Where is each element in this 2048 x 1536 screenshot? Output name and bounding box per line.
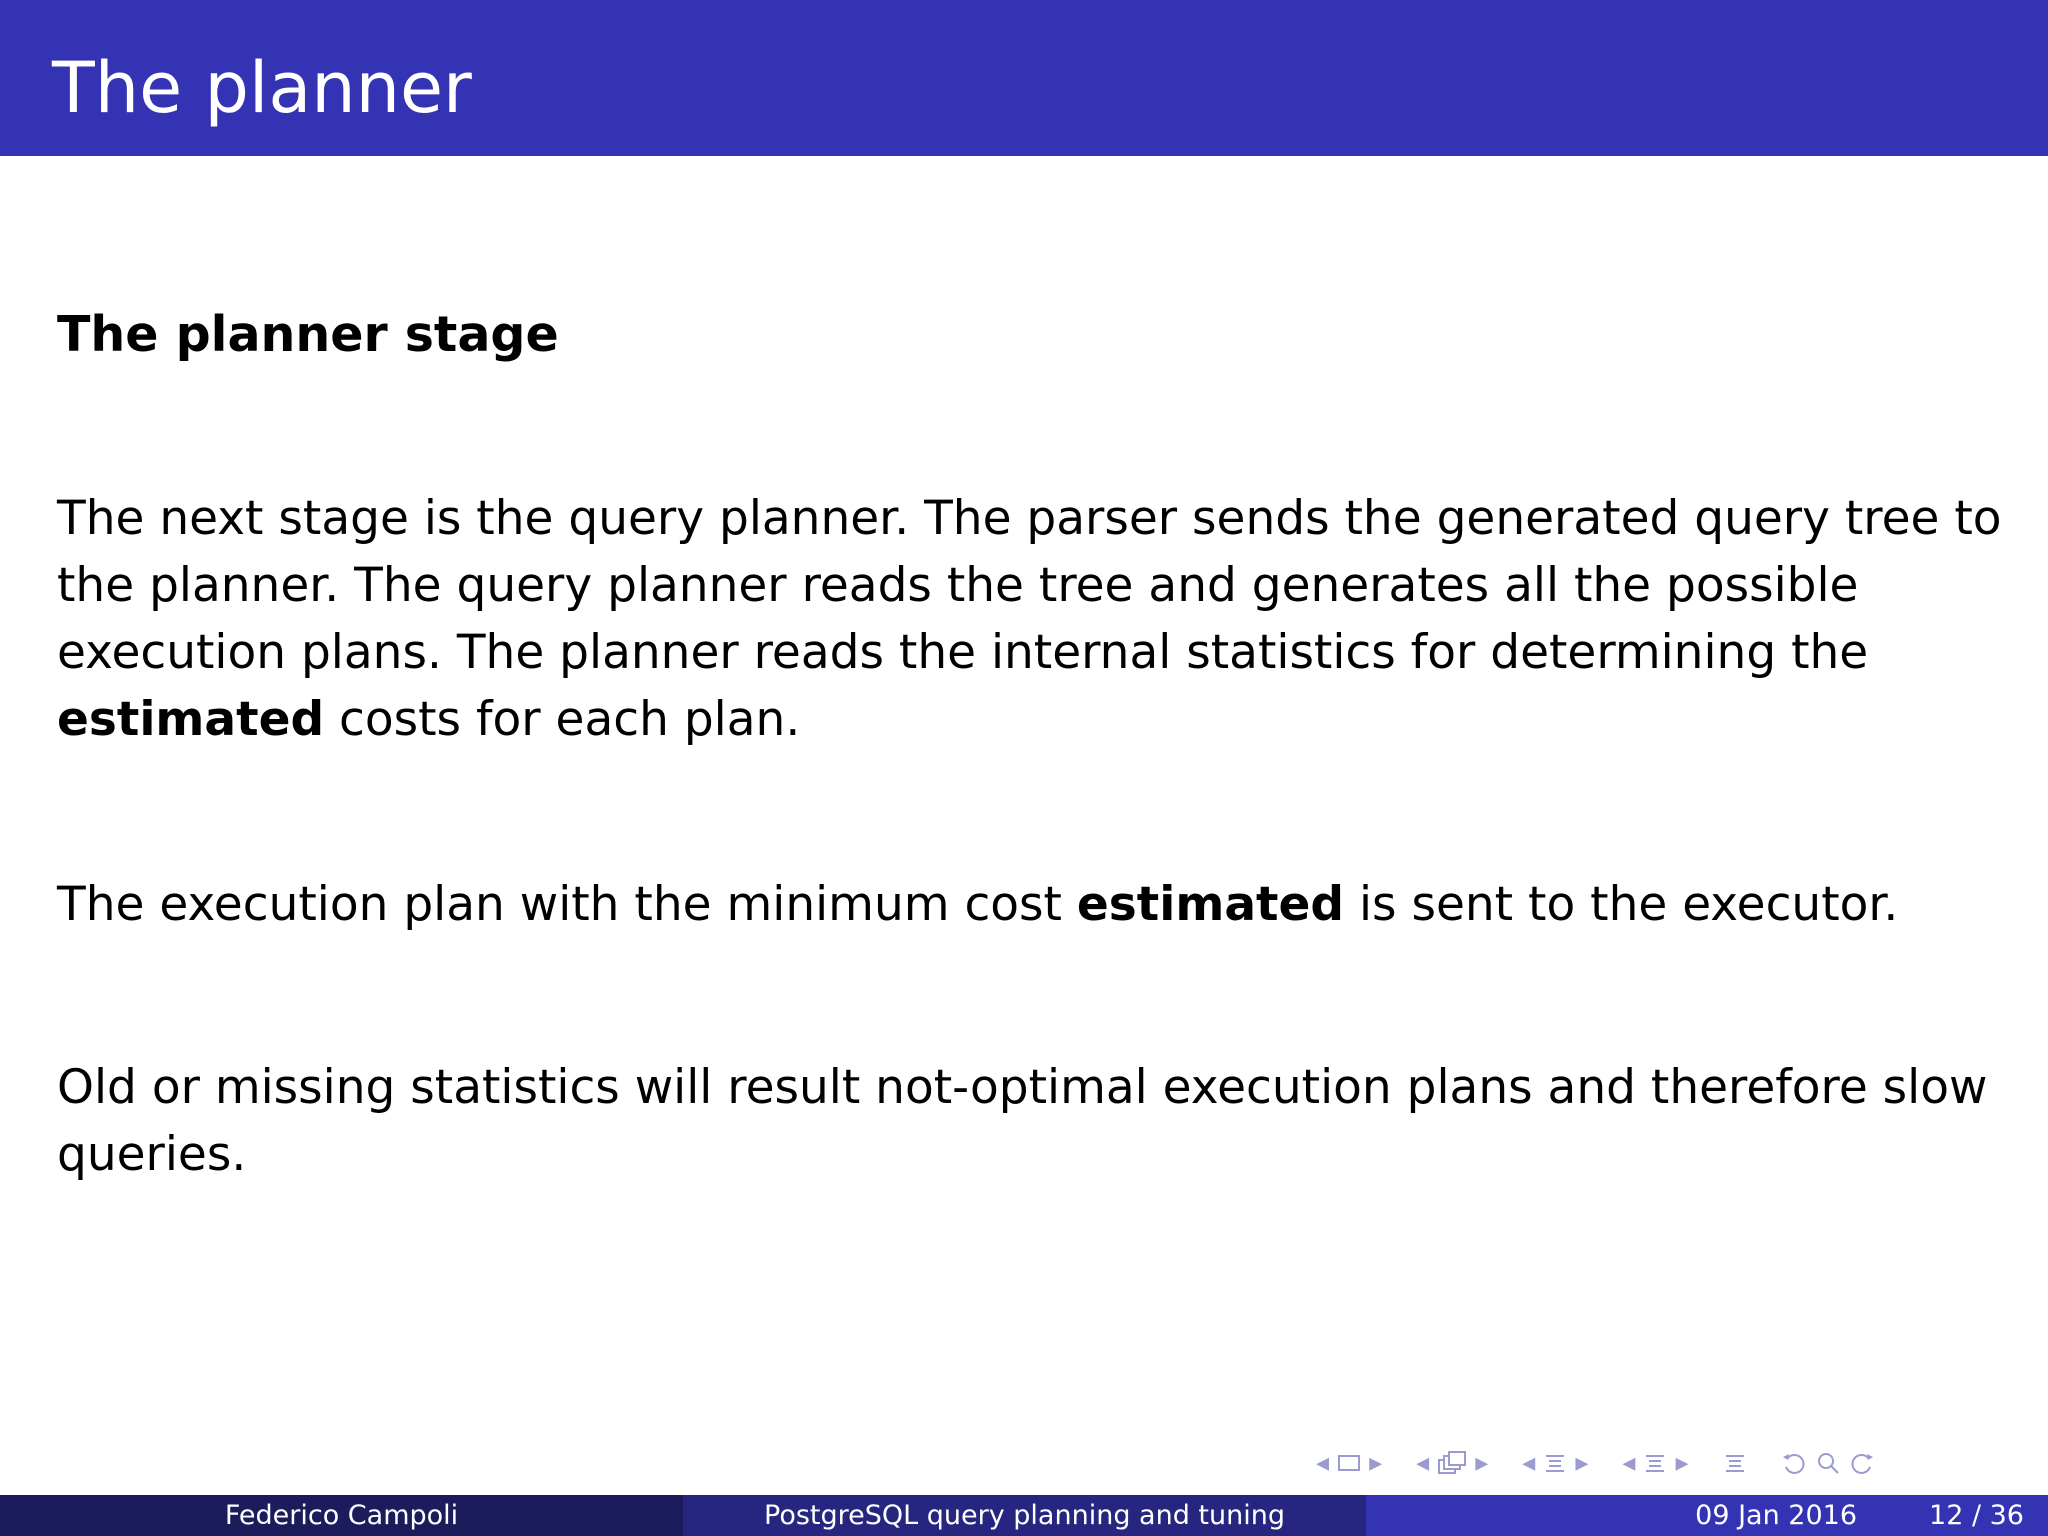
paragraph-planner-description xyxy=(57,485,2007,753)
presentation-prev-icon[interactable]: ◂ xyxy=(1622,1448,1636,1478)
section-next-icon[interactable]: ▸ xyxy=(1575,1448,1589,1478)
toc-nav xyxy=(1723,1451,1747,1475)
page-number: 12 / 36 xyxy=(1929,1500,2024,1531)
subsection-prev-icon[interactable]: ◂ xyxy=(1416,1448,1430,1478)
paragraph-execution-plan xyxy=(57,871,2007,938)
block-title: The planner stage xyxy=(57,306,559,363)
subsection-icon[interactable] xyxy=(1437,1450,1467,1476)
paragraph-line xyxy=(57,871,2007,938)
frame-icon[interactable] xyxy=(1337,1453,1361,1473)
navigation-bar xyxy=(1316,1448,1875,1478)
footer-presentation-title: PostgreSQL query planning and tuning xyxy=(683,1495,1366,1536)
footer-author: Federico Campoli xyxy=(0,1495,683,1536)
paragraph-line: queries. xyxy=(57,1127,247,1182)
paragraph-line: the planner. The query planner reads the tree and generates all the possible xyxy=(57,558,1859,613)
slide-title: The planner xyxy=(52,47,472,129)
search-icon[interactable] xyxy=(1815,1450,1841,1476)
paragraph-statistics-warning xyxy=(57,1054,2007,1188)
toc-icon[interactable] xyxy=(1723,1451,1747,1475)
presentation-next-icon[interactable]: ▸ xyxy=(1675,1448,1689,1478)
paragraph-line: Old or missing statistics will result not-optimal execution plans and therefore slow xyxy=(57,1060,1988,1115)
paragraph-text: costs for each plan. xyxy=(324,692,801,747)
presentation-nav xyxy=(1622,1448,1688,1478)
frame-nav xyxy=(1316,1448,1382,1478)
frame-prev-icon[interactable]: ◂ xyxy=(1316,1448,1330,1478)
section-icon[interactable] xyxy=(1543,1451,1567,1475)
back-icon[interactable] xyxy=(1781,1450,1807,1476)
presentation-icon[interactable] xyxy=(1643,1451,1667,1475)
bold-term: estimated xyxy=(1076,877,1345,932)
subsection-next-icon[interactable]: ▸ xyxy=(1475,1448,1489,1478)
paragraph-line: execution plans. The planner reads the internal statistics for determining the xyxy=(57,625,1869,680)
subsection-nav xyxy=(1416,1448,1488,1478)
section-prev-icon[interactable]: ◂ xyxy=(1522,1448,1536,1478)
search-nav xyxy=(1781,1450,1875,1476)
slide-footer xyxy=(0,1495,2048,1536)
frame-next-icon[interactable]: ▸ xyxy=(1369,1448,1383,1478)
paragraph-text: The execution plan with the minimum cost xyxy=(57,877,1077,932)
paragraph-text: is sent to the executor. xyxy=(1344,877,1899,932)
paragraph-line: The next stage is the query planner. The parser sends the generated query tree to xyxy=(57,491,2002,546)
slide-header xyxy=(0,0,2048,156)
bold-term: estimated xyxy=(57,692,325,747)
footer-date: 09 Jan 2016 xyxy=(1695,1500,1858,1531)
paragraph-line xyxy=(57,686,2007,753)
footer-date-page xyxy=(1366,1495,2048,1536)
forward-icon[interactable] xyxy=(1849,1450,1875,1476)
section-nav xyxy=(1522,1448,1588,1478)
